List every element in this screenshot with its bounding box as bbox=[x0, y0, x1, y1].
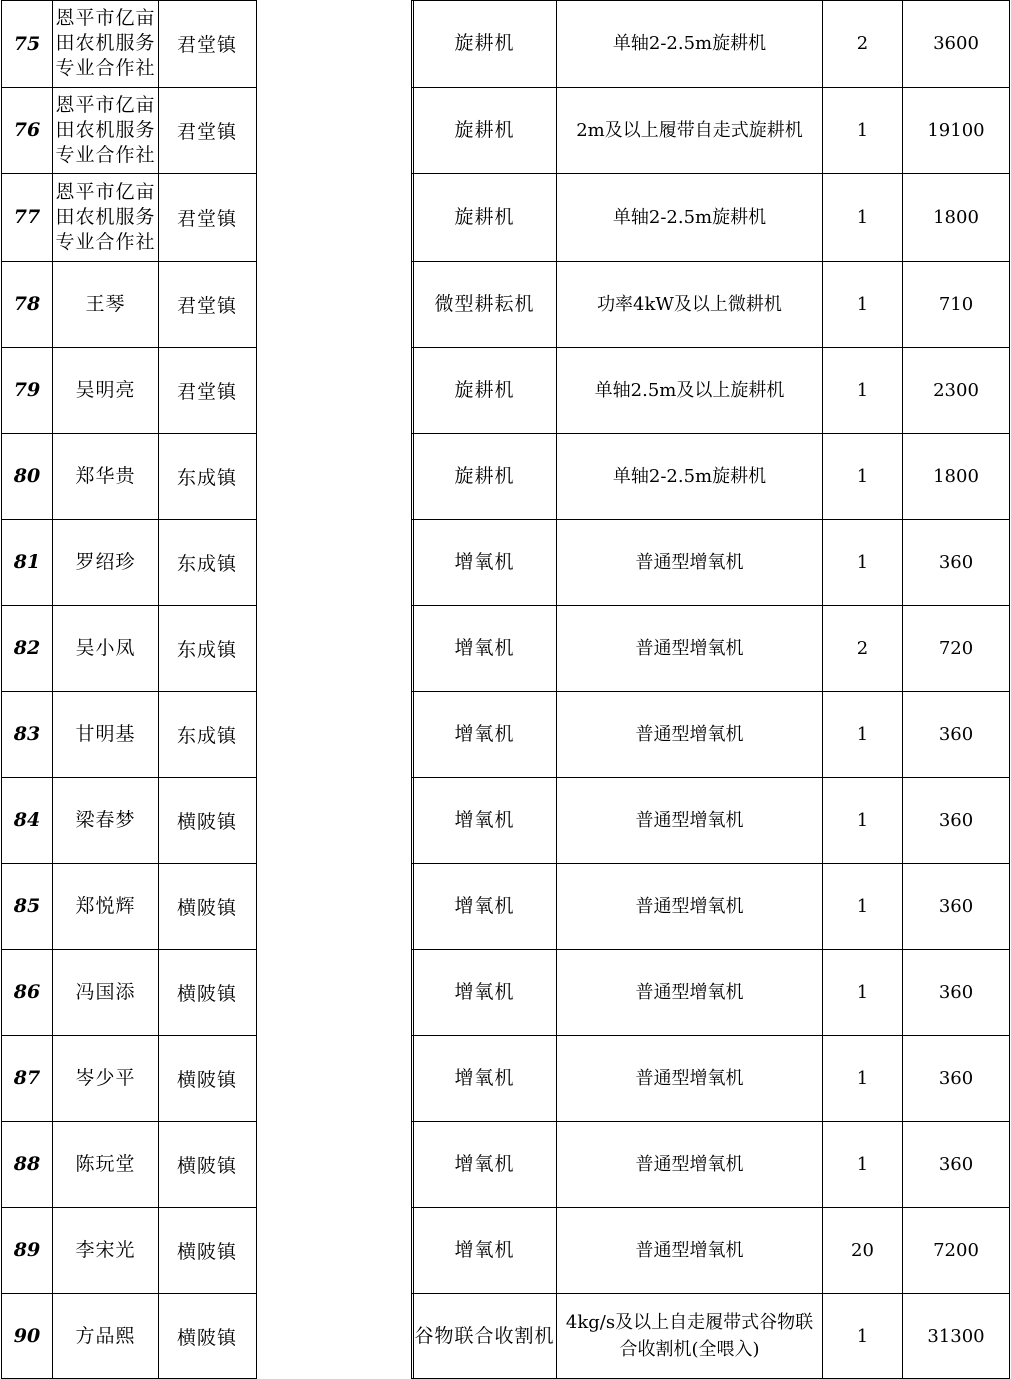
machine-type: 增氧机 bbox=[454, 808, 515, 831]
subsidy-amount: 3600 bbox=[933, 33, 979, 54]
subsidy-amount: 7200 bbox=[933, 1239, 979, 1261]
town-name: 横陂镇 bbox=[176, 1326, 237, 1349]
subsidy-amount: 1800 bbox=[933, 465, 979, 487]
grid-line bbox=[256, 0, 257, 1379]
grid-line bbox=[1, 691, 256, 692]
row-number: 83 bbox=[13, 723, 41, 745]
machine-type: 增氧机 bbox=[454, 1238, 515, 1261]
table-row bbox=[0, 1293, 1011, 1379]
quantity: 1 bbox=[856, 981, 869, 1003]
grid-line bbox=[1009, 0, 1010, 1379]
table-row bbox=[0, 1035, 1011, 1121]
subsidy-amount: 360 bbox=[938, 895, 974, 917]
table-row bbox=[0, 691, 1011, 777]
machine-spec: 普通型增氧机 bbox=[635, 1239, 744, 1261]
machine-spec: 功率4kW及以上微耕机 bbox=[597, 293, 782, 315]
applicant-name: 恩平市亿亩田农机服务专业合作社 bbox=[55, 7, 156, 79]
table-row bbox=[0, 1207, 1011, 1293]
machine-spec: 单轴2.5m及以上旋耕机 bbox=[594, 379, 785, 401]
applicant-name: 冯国添 bbox=[75, 980, 136, 1003]
quantity: 2 bbox=[856, 637, 869, 659]
town-name: 君堂镇 bbox=[176, 380, 237, 403]
machine-type: 旋耕机 bbox=[454, 464, 515, 487]
applicant-name: 王琴 bbox=[85, 292, 126, 315]
machine-type: 增氧机 bbox=[454, 636, 515, 659]
quantity: 1 bbox=[856, 551, 869, 573]
table-row bbox=[0, 1121, 1011, 1207]
row-number: 86 bbox=[13, 981, 41, 1003]
town-name: 君堂镇 bbox=[176, 34, 237, 56]
machine-spec: 普通型增氧机 bbox=[635, 1153, 744, 1175]
table-row bbox=[0, 605, 1011, 691]
town-name: 横陂镇 bbox=[176, 982, 237, 1005]
subsidy-amount: 710 bbox=[938, 293, 974, 315]
subsidy-amount: 360 bbox=[938, 981, 974, 1003]
applicant-name: 陈玩堂 bbox=[75, 1152, 136, 1175]
applicant-name: 甘明基 bbox=[75, 722, 136, 745]
machine-spec: 2m及以上履带自走式旋耕机 bbox=[576, 119, 803, 141]
machine-type: 旋耕机 bbox=[454, 378, 515, 401]
machine-type: 增氧机 bbox=[454, 1066, 515, 1089]
quantity: 1 bbox=[856, 723, 869, 745]
table-row bbox=[0, 949, 1011, 1035]
subsidy-amount: 2300 bbox=[933, 379, 979, 401]
town-name: 横陂镇 bbox=[176, 1240, 237, 1263]
table-row bbox=[0, 0, 1011, 87]
town-name: 君堂镇 bbox=[176, 207, 237, 230]
town-name: 君堂镇 bbox=[176, 120, 237, 143]
table-row bbox=[0, 519, 1011, 605]
grid-line bbox=[411, 605, 1010, 606]
grid-line bbox=[1, 1207, 256, 1208]
grid-line bbox=[411, 433, 1010, 434]
row-number: 84 bbox=[13, 809, 41, 831]
row-number: 82 bbox=[13, 637, 41, 659]
grid-line bbox=[1, 1293, 256, 1294]
applicant-name: 恩平市亿亩田农机服务专业合作社 bbox=[55, 180, 156, 253]
grid-line bbox=[411, 519, 1010, 520]
machine-type: 增氧机 bbox=[454, 550, 515, 573]
town-name: 横陂镇 bbox=[176, 1154, 237, 1177]
grid-line bbox=[411, 1121, 1010, 1122]
grid-line bbox=[411, 863, 1010, 864]
town-name: 横陂镇 bbox=[176, 810, 237, 833]
machine-spec: 普通型增氧机 bbox=[635, 723, 744, 745]
town-name: 东成镇 bbox=[176, 552, 237, 575]
machine-spec: 单轴2-2.5m旋耕机 bbox=[612, 465, 767, 487]
grid-line bbox=[1, 0, 2, 1379]
row-number: 79 bbox=[13, 379, 41, 401]
machine-type: 增氧机 bbox=[454, 1152, 515, 1175]
row-number: 80 bbox=[13, 465, 41, 487]
applicant-name: 罗绍珍 bbox=[75, 550, 136, 573]
grid-line bbox=[411, 0, 1010, 1]
machine-type: 旋耕机 bbox=[454, 205, 515, 228]
grid-line bbox=[556, 0, 557, 1379]
machine-spec: 普通型增氧机 bbox=[635, 981, 744, 1003]
table-row bbox=[0, 777, 1011, 863]
quantity: 1 bbox=[856, 119, 869, 141]
grid-line bbox=[158, 0, 159, 1379]
row-number: 81 bbox=[13, 551, 41, 573]
grid-line bbox=[1, 519, 256, 520]
row-number: 75 bbox=[13, 32, 41, 55]
table-row bbox=[0, 433, 1011, 519]
machine-spec: 普通型增氧机 bbox=[635, 1067, 744, 1089]
table-row bbox=[0, 87, 1011, 173]
machine-spec: 普通型增氧机 bbox=[635, 809, 744, 831]
quantity: 1 bbox=[856, 379, 869, 401]
quantity: 1 bbox=[856, 1067, 869, 1089]
applicant-name: 恩平市亿亩田农机服务专业合作社 bbox=[55, 93, 156, 166]
applicant-name: 梁春梦 bbox=[75, 808, 136, 831]
town-name: 东成镇 bbox=[176, 466, 237, 489]
subsidy-amount: 720 bbox=[938, 637, 974, 659]
machine-spec: 单轴2-2.5m旋耕机 bbox=[612, 33, 767, 54]
subsidy-amount: 1800 bbox=[933, 206, 979, 228]
grid-line bbox=[411, 1293, 1010, 1294]
row-number: 88 bbox=[13, 1153, 41, 1175]
town-name: 君堂镇 bbox=[176, 294, 237, 317]
machine-spec: 普通型增氧机 bbox=[635, 895, 744, 917]
machine-type: 微型耕耘机 bbox=[434, 292, 535, 315]
table-row bbox=[0, 173, 1011, 261]
grid-line bbox=[1, 1121, 256, 1122]
applicant-name: 李宋光 bbox=[75, 1238, 136, 1261]
machine-type: 旋耕机 bbox=[454, 32, 515, 54]
subsidy-amount: 31300 bbox=[927, 1325, 985, 1347]
quantity: 1 bbox=[856, 465, 869, 487]
quantity: 2 bbox=[856, 33, 869, 54]
machine-type: 增氧机 bbox=[454, 894, 515, 917]
town-name: 东成镇 bbox=[176, 638, 237, 661]
grid-line bbox=[1, 433, 256, 434]
grid-line bbox=[411, 261, 1010, 262]
grid-line bbox=[411, 1035, 1010, 1036]
subsidy-amount: 360 bbox=[938, 723, 974, 745]
subsidy-amount: 360 bbox=[938, 809, 974, 831]
table-row bbox=[0, 863, 1011, 949]
grid-line bbox=[411, 949, 1010, 950]
row-number: 76 bbox=[13, 119, 41, 141]
grid-line bbox=[822, 0, 823, 1379]
grid-line bbox=[1, 347, 256, 348]
machine-type: 旋耕机 bbox=[454, 118, 515, 141]
applicant-name: 吴明亮 bbox=[75, 378, 136, 401]
row-number: 90 bbox=[13, 1325, 41, 1347]
grid-line bbox=[1, 863, 256, 864]
grid-line bbox=[1, 261, 256, 262]
machine-type: 增氧机 bbox=[454, 980, 515, 1003]
town-name: 东成镇 bbox=[176, 724, 237, 747]
grid-line bbox=[411, 347, 1010, 348]
grid-line bbox=[413, 0, 414, 1379]
grid-line bbox=[52, 0, 53, 1379]
machine-spec: 4kg/s及以上自走履带式谷物联合收割机(全喂入) bbox=[565, 1312, 814, 1360]
applicant-name: 郑华贵 bbox=[75, 464, 136, 487]
grid-line bbox=[411, 777, 1010, 778]
grid-line bbox=[1, 1035, 256, 1036]
applicant-name: 吴小凤 bbox=[75, 636, 136, 659]
grid-line bbox=[411, 173, 1010, 174]
quantity: 1 bbox=[856, 206, 869, 228]
machine-spec: 普通型增氧机 bbox=[635, 551, 744, 573]
grid-line bbox=[902, 0, 903, 1379]
machine-type: 增氧机 bbox=[454, 722, 515, 745]
table-row bbox=[0, 261, 1011, 347]
grid-line bbox=[1, 87, 256, 88]
applicant-name: 郑悦辉 bbox=[75, 894, 136, 917]
subsidy-amount: 360 bbox=[938, 1153, 974, 1175]
row-number: 89 bbox=[13, 1239, 41, 1261]
grid-line bbox=[411, 691, 1010, 692]
subsidy-amount: 360 bbox=[938, 551, 974, 573]
quantity: 1 bbox=[856, 809, 869, 831]
grid-line bbox=[411, 1207, 1010, 1208]
grid-line bbox=[1, 0, 256, 1]
row-number: 87 bbox=[13, 1067, 41, 1089]
subsidy-amount: 19100 bbox=[927, 119, 985, 141]
town-name: 横陂镇 bbox=[176, 896, 237, 919]
subsidy-amount: 360 bbox=[938, 1067, 974, 1089]
quantity: 1 bbox=[856, 895, 869, 917]
grid-line bbox=[411, 87, 1010, 88]
applicant-name: 方品熙 bbox=[75, 1324, 136, 1347]
grid-line bbox=[411, 0, 412, 1379]
grid-line bbox=[1, 777, 256, 778]
grid-line bbox=[1, 949, 256, 950]
grid-line bbox=[1, 173, 256, 174]
row-number: 77 bbox=[13, 206, 41, 228]
machine-type: 谷物联合收割机 bbox=[414, 1324, 555, 1347]
quantity: 1 bbox=[856, 293, 869, 315]
quantity: 1 bbox=[856, 1325, 869, 1347]
town-name: 横陂镇 bbox=[176, 1068, 237, 1091]
table-row bbox=[0, 347, 1011, 433]
grid-line bbox=[1, 605, 256, 606]
machine-spec: 普通型增氧机 bbox=[635, 637, 744, 659]
row-number: 78 bbox=[13, 293, 41, 315]
machine-spec: 单轴2-2.5m旋耕机 bbox=[612, 206, 767, 228]
quantity: 20 bbox=[851, 1239, 874, 1261]
applicant-name: 岑少平 bbox=[75, 1066, 136, 1089]
row-number: 85 bbox=[13, 895, 41, 917]
quantity: 1 bbox=[856, 1153, 869, 1175]
